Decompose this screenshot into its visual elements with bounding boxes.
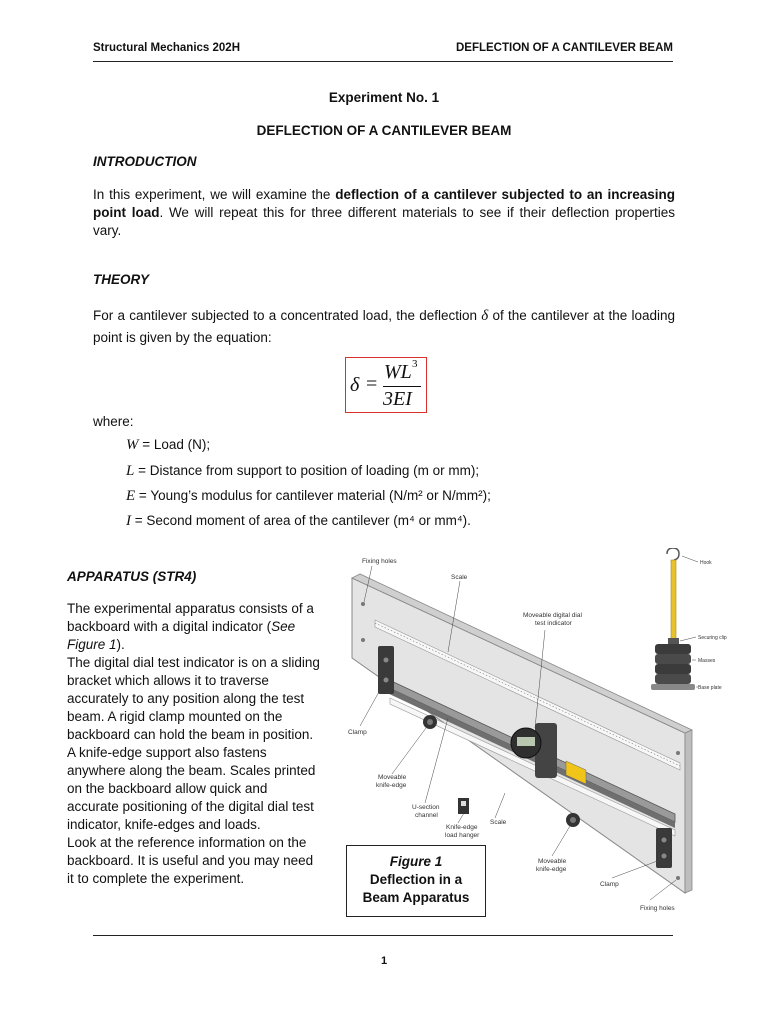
page-number: 1 (380, 955, 388, 967)
introduction-paragraph (93, 186, 675, 240)
label-clamp-left: Clamp (348, 729, 367, 736)
backboard-side-edge (685, 730, 692, 893)
label-fixing-holes-top: Fixing holes (362, 558, 397, 565)
securing-clip (668, 638, 679, 644)
figure-caption-line-2: Beam Apparatus (362, 890, 470, 905)
footer-rule (93, 935, 673, 936)
label-base-plate: Base plate (698, 685, 722, 691)
fixing-hole (676, 751, 680, 755)
var-desc: = Second moment of area of the cantilever (m⁴ or mm⁴). (131, 513, 471, 528)
variable-i (126, 513, 471, 530)
where-label: where: (93, 414, 134, 429)
apparatus-p1-a: The experimental apparatus consists of a backboard with a digital indicator ( (67, 601, 314, 634)
label-hook: Hook (700, 560, 712, 566)
label-fixing-holes-bottom: Fixing holes (640, 905, 675, 912)
figure-caption (346, 845, 486, 917)
introduction-heading: INTRODUCTION (93, 154, 197, 169)
apparatus-paragraph-1 (67, 600, 322, 654)
var-symbol: E (126, 488, 136, 504)
experiment-number: Experiment No. 1 (328, 90, 440, 105)
fixing-hole (361, 602, 365, 606)
figure-reference: See Figure 1 (67, 619, 296, 652)
label-masses: Masses (698, 658, 716, 664)
label-dial-2: test indicator (535, 620, 572, 627)
dial-display (517, 737, 535, 746)
equation-numerator: WL (384, 361, 412, 383)
label-clamp-right: Clamp (600, 881, 619, 888)
right-clamp (656, 828, 672, 868)
apparatus-p1-b: ). (116, 637, 125, 652)
theory-text-1: For a cantilever subjected to a concentrated load, the deflection (93, 308, 482, 323)
experiment-title: DEFLECTION OF A CANTILEVER BEAM (256, 123, 512, 138)
clamp-bolt (662, 838, 667, 843)
running-header-title: DEFLECTION OF A CANTILEVER BEAM (455, 42, 673, 54)
knife-edge-knob-center (570, 817, 576, 823)
clamp-bolt (384, 658, 389, 663)
left-clamp (378, 646, 394, 694)
label-knife-r2: knife-edge (536, 866, 567, 873)
equation-denominator: 3EI (383, 388, 412, 410)
intro-text-2: . We will repeat this for three different materials to see if their deflection properties vary. (93, 205, 676, 238)
equation-fraction-bar (383, 386, 421, 387)
theory-heading: THEORY (93, 272, 150, 287)
intro-text-1: In this experiment, we will examine the (93, 187, 336, 202)
clamp-bolt (662, 854, 667, 859)
apparatus-paragraph-2: The digital dial test indicator is on a sliding bracket which allows it to traverse accurately to any position along the test beam. A rigid clamp mounted on the backboard can hold the beam in position. A knife-edge support also fastens anywhere along the beam. Scales printed on the backboard allow quick and accurate positioning of the digital dial test indicator, knife-edges and loads. (67, 655, 320, 832)
header-rule (93, 61, 673, 62)
figure-caption-line-1: Deflection in a (369, 872, 463, 887)
apparatus-heading: APPARATUS (STR4) (67, 569, 197, 584)
theory-text-2: of the cantilever at the loading point is given by the equation: (93, 308, 676, 345)
label-channel-1: U-section (412, 804, 440, 811)
variable-w (126, 437, 210, 454)
var-desc: = Distance from support to position of loading (m or mm); (134, 463, 480, 478)
var-desc: = Load (N); (138, 437, 211, 452)
label-dial-1: Moveable digital dial (523, 612, 582, 619)
apparatus-text (67, 600, 322, 888)
label-knife-1: Moveable (378, 774, 407, 781)
label-securing-clip: Securing clip (698, 635, 727, 641)
hanger-slot (461, 801, 466, 806)
theory-paragraph (93, 305, 675, 348)
hanger-rod (671, 560, 676, 644)
masses-stack (655, 644, 691, 684)
equation-equals: = (366, 373, 378, 395)
label-scale-top: Scale (451, 574, 468, 581)
label-knife-2: knife-edge (376, 782, 407, 789)
label-knife-r1: Moveable (538, 858, 567, 865)
variable-e (126, 488, 491, 505)
label-hanger-2: load hanger (445, 832, 480, 839)
variable-l (126, 463, 479, 480)
label-channel-2: channel (415, 812, 438, 819)
base-plate (651, 684, 695, 690)
fixing-hole (361, 638, 365, 642)
equation-delta: δ (350, 374, 360, 396)
deflection-equation (345, 357, 427, 413)
delta-symbol: δ (481, 308, 489, 324)
var-desc: = Young’s modulus for cantilever material (N/m² or N/mm²); (135, 488, 491, 503)
var-symbol: I (126, 513, 131, 529)
var-symbol: W (126, 437, 139, 453)
apparatus-paragraph-3: Look at the reference information on the backboard. It is useful and you may need it to complete the experiment. (67, 835, 314, 886)
fixing-hole (676, 876, 680, 880)
hook (667, 548, 679, 560)
intro-text-bold: deflection of a cantilever subjected to an increasing point load (93, 187, 676, 220)
label-scale-bottom: Scale (490, 819, 507, 826)
equation-exponent: 3 (412, 358, 418, 370)
clamp-bolt (384, 678, 389, 683)
var-symbol: L (126, 463, 135, 479)
knife-edge-knob-center (427, 719, 433, 725)
figure-caption-label: Figure 1 (389, 854, 443, 869)
label-hanger-1: Knife-edge (446, 824, 478, 831)
running-header-course: Structural Mechanics 202H (93, 42, 241, 54)
